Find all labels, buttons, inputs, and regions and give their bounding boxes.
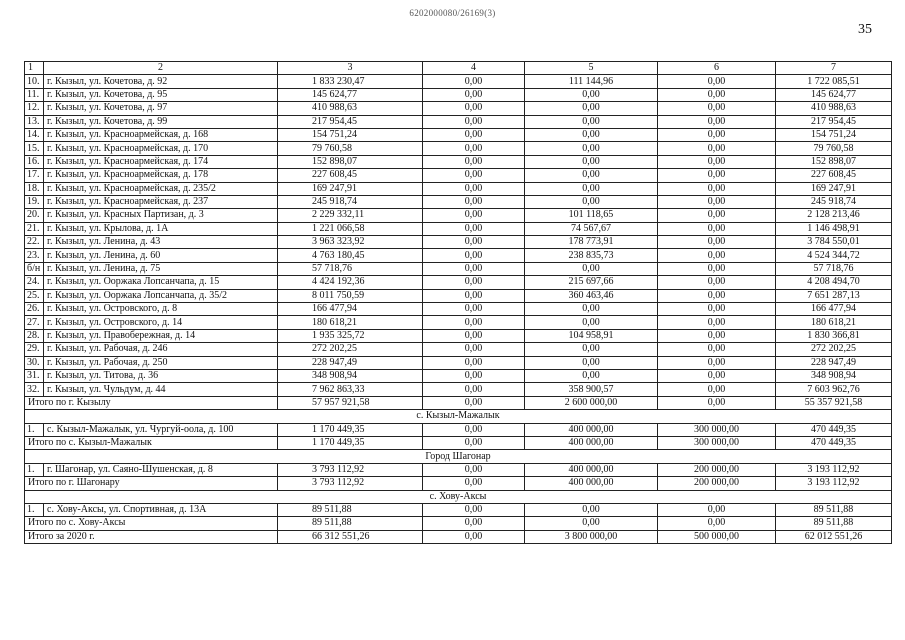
table-cell: 1. [25,463,44,476]
table-cell: 1 221 066,58 [278,222,423,235]
table-cell: 228 947,49 [278,356,423,369]
table-cell: 1 722 085,51 [776,75,892,88]
table-cell: 0,00 [525,169,658,182]
table-cell: 227 608,45 [776,169,892,182]
column-header: 3 [278,62,423,75]
table-row [25,142,892,155]
section-row [25,490,892,503]
table-cell: 0,00 [423,343,525,356]
table-cell: 0,00 [423,115,525,128]
table-cell: 0,00 [423,236,525,249]
table-cell: 7 651 287,13 [776,289,892,302]
table-cell: 0,00 [525,182,658,195]
table-cell: 14. [25,128,44,141]
table-cell: 0,00 [658,503,776,516]
table-cell: 0,00 [658,128,776,141]
table-row [25,155,892,168]
table-cell: г. Кызыл, ул. Правобережная, д. 14 [44,329,278,342]
total-cell: 400 000,00 [525,436,658,449]
table-cell: 0,00 [423,316,525,329]
table-cell: 0,00 [658,222,776,235]
table-cell: 16. [25,155,44,168]
table-cell: 358 900,57 [525,383,658,396]
table-cell: 410 988,63 [776,102,892,115]
table-cell: 0,00 [423,356,525,369]
table-cell: 2 229 332,11 [278,209,423,222]
table-cell: 1. [25,503,44,516]
total-cell: 2 600 000,00 [525,396,658,409]
grand-total-row [25,530,892,543]
table-cell: 0,00 [525,316,658,329]
table-row [25,249,892,262]
table-cell: г. Кызыл, ул. Ооржака Лопсанчапа, д. 15 [44,276,278,289]
table-cell: 215 697,66 [525,276,658,289]
table-row [25,343,892,356]
table-cell: 0,00 [423,276,525,289]
table-cell: г. Кызыл, ул. Кочетова, д. 99 [44,115,278,128]
grand-total-cell: 500 000,00 [658,530,776,543]
table-cell: 18. [25,182,44,195]
table-cell: 21. [25,222,44,235]
total-cell: 0,00 [423,396,525,409]
grand-total-cell: 66 312 551,26 [278,530,423,543]
column-header: 5 [525,62,658,75]
table-cell: 28. [25,329,44,342]
table-cell: 228 947,49 [776,356,892,369]
table-cell: 3 784 550,01 [776,236,892,249]
total-cell: 57 957 921,58 [278,396,423,409]
table-cell: 0,00 [423,329,525,342]
total-cell: 0,00 [658,396,776,409]
table-cell: г. Кызыл, ул. Островского, д. 14 [44,316,278,329]
table-cell: 169 247,91 [278,182,423,195]
table-cell: 245 918,74 [278,195,423,208]
table-row [25,289,892,302]
table-cell: с. Кызыл-Мажалык, ул. Чургуй-оола, д. 100 [44,423,278,436]
table-cell: 0,00 [525,115,658,128]
table-cell: 25. [25,289,44,302]
table-cell: 1 170 449,35 [278,423,423,436]
table-cell: 0,00 [423,222,525,235]
table-cell: 0,00 [658,356,776,369]
table-cell: 3 963 323,92 [278,236,423,249]
table-cell: 0,00 [423,195,525,208]
table-cell: 101 118,65 [525,209,658,222]
table-cell: г. Кызыл, ул. Красноармейская, д. 168 [44,128,278,141]
table-row [25,276,892,289]
total-cell: 0,00 [423,436,525,449]
total-cell: 1 170 449,35 [278,436,423,449]
table-cell: г. Кызыл, ул. Красноармейская, д. 235/2 [44,182,278,195]
table-cell: 13. [25,115,44,128]
table-cell: 8 011 750,59 [278,289,423,302]
table-cell: 57 718,76 [278,262,423,275]
table-cell: 0,00 [423,423,525,436]
table-cell: 0,00 [658,262,776,275]
table-cell: 0,00 [423,155,525,168]
table-cell: 180 618,21 [776,316,892,329]
table-cell: 11. [25,88,44,101]
table-cell: 0,00 [525,142,658,155]
table-cell: 26. [25,303,44,316]
table-cell: 74 567,67 [525,222,658,235]
table-cell: 2 128 213,46 [776,209,892,222]
total-cell: 470 449,35 [776,436,892,449]
table-cell: г. Кызыл, ул. Красноармейская, д. 178 [44,169,278,182]
table-cell: 178 773,91 [525,236,658,249]
table-cell: г. Кызыл, ул. Красноармейская, д. 237 [44,195,278,208]
total-row [25,477,892,490]
table-cell: 4 424 192,36 [278,276,423,289]
table-row [25,182,892,195]
table-row [25,316,892,329]
table-row [25,169,892,182]
table-cell: 152 898,07 [776,155,892,168]
table-cell: 0,00 [658,88,776,101]
table-cell: 0,00 [423,369,525,382]
table-cell: г. Кызыл, ул. Красных Партизан, д. 3 [44,209,278,222]
table-cell: 238 835,73 [525,249,658,262]
total-label: Итого по г. Шагонару [25,477,278,490]
table-cell: 0,00 [423,289,525,302]
table-cell: 0,00 [423,102,525,115]
table-cell: 0,00 [658,289,776,302]
table-cell: 0,00 [525,195,658,208]
table-cell: 272 202,25 [278,343,423,356]
table-cell: 111 144,96 [525,75,658,88]
table-cell: г. Кызыл, ул. Рабочая, д. 250 [44,356,278,369]
total-cell: 0,00 [658,517,776,530]
table-row [25,102,892,115]
table-cell: 0,00 [423,262,525,275]
table-cell: г. Кызыл, ул. Кочетова, д. 97 [44,102,278,115]
table-row [25,356,892,369]
table-cell: г. Кызыл, ул. Красноармейская, д. 174 [44,155,278,168]
table-cell: 0,00 [525,369,658,382]
total-cell: 0,00 [423,517,525,530]
table-cell: 23. [25,249,44,262]
table-cell: 0,00 [525,303,658,316]
total-cell: 3 793 112,92 [278,477,423,490]
table-cell: 22. [25,236,44,249]
table-cell: 410 988,63 [278,102,423,115]
table-cell: 0,00 [423,88,525,101]
table-cell: 4 524 344,72 [776,249,892,262]
table-cell: 89 511,88 [278,503,423,516]
table-cell: 0,00 [525,128,658,141]
table-cell: 1. [25,423,44,436]
table-cell: 180 618,21 [278,316,423,329]
table-cell: 3 793 112,92 [278,463,423,476]
page-number: 35 [858,22,872,37]
section-title: Город Шагонар [25,450,892,463]
table-cell: 31. [25,369,44,382]
table-cell: 360 463,46 [525,289,658,302]
table-cell: 57 718,76 [776,262,892,275]
section-title: с. Кызыл-Мажалык [25,410,892,423]
table-cell: 0,00 [525,503,658,516]
table-cell: 17. [25,169,44,182]
table-cell: г. Кызыл, ул. Кочетова, д. 92 [44,75,278,88]
table-cell: 30. [25,356,44,369]
table-cell: 400 000,00 [525,423,658,436]
table-cell: 272 202,25 [776,343,892,356]
table-cell: 0,00 [658,209,776,222]
table-cell: 104 958,91 [525,329,658,342]
table-row [25,88,892,101]
table-cell: 1 935 325,72 [278,329,423,342]
column-header: 2 [44,62,278,75]
total-cell: 0,00 [525,517,658,530]
table-row [25,329,892,342]
table-row [25,209,892,222]
total-row [25,396,892,409]
table-cell: 0,00 [658,276,776,289]
section-title: с. Хову-Аксы [25,490,892,503]
table-cell: 0,00 [423,75,525,88]
table-cell: 0,00 [525,102,658,115]
total-row [25,517,892,530]
column-header: 1 [25,62,44,75]
column-header: 4 [423,62,525,75]
table-cell: 166 477,94 [278,303,423,316]
table-cell: 470 449,35 [776,423,892,436]
table-cell: 0,00 [423,503,525,516]
grand-total-label: Итого за 2020 г. [25,530,278,543]
table-row [25,303,892,316]
total-cell: 55 357 921,58 [776,396,892,409]
table-cell: 79 760,58 [776,142,892,155]
grand-total-cell: 62 012 551,26 [776,530,892,543]
table-cell: 145 624,77 [776,88,892,101]
table-cell: 0,00 [525,356,658,369]
table-cell: 0,00 [658,383,776,396]
document-id: 6202000080/26169(3) [409,8,496,18]
grand-total-cell: 3 800 000,00 [525,530,658,543]
table-cell: г. Кызыл, ул. Островского, д. 8 [44,303,278,316]
total-label: Итого по г. Кызылу [25,396,278,409]
table-cell: 0,00 [423,169,525,182]
table-cell: 0,00 [658,343,776,356]
table-row [25,423,892,436]
table-cell: 27. [25,316,44,329]
table-cell: 79 760,58 [278,142,423,155]
table-cell: 200 000,00 [658,463,776,476]
table-cell: 0,00 [525,343,658,356]
table-cell: г. Кызыл, ул. Титова, д. 36 [44,369,278,382]
table-cell: 0,00 [658,236,776,249]
table-cell: г. Кызыл, ул. Рабочая, д. 246 [44,343,278,356]
table-cell: 0,00 [423,463,525,476]
table-cell: 348 908,94 [278,369,423,382]
table-cell: 1 146 498,91 [776,222,892,235]
table-row [25,383,892,396]
budget-table [24,61,892,544]
table-cell: 24. [25,276,44,289]
table-row [25,262,892,275]
table-cell: 0,00 [525,88,658,101]
table-cell: 152 898,07 [278,155,423,168]
table-cell: г. Кызыл, ул. Ленина, д. 43 [44,236,278,249]
table-cell: 217 954,45 [278,115,423,128]
table-cell: 0,00 [658,102,776,115]
table-cell: 145 624,77 [278,88,423,101]
table-cell: г. Кызыл, ул. Крылова, д. 1А [44,222,278,235]
table-cell: 0,00 [658,195,776,208]
table-row [25,369,892,382]
table-cell: 0,00 [658,142,776,155]
table-cell: 0,00 [658,329,776,342]
table-cell: 300 000,00 [658,423,776,436]
table-row [25,75,892,88]
table-cell: 0,00 [658,115,776,128]
table-cell: 166 477,94 [776,303,892,316]
table-body [25,62,892,544]
total-cell: 89 511,88 [278,517,423,530]
table-cell: 0,00 [658,249,776,262]
table-cell: 32. [25,383,44,396]
table-cell: 0,00 [423,128,525,141]
table-cell: г. Кызыл, ул. Чульдум, д. 44 [44,383,278,396]
table-cell: 0,00 [423,249,525,262]
table-row [25,128,892,141]
table-cell: г. Кызыл, ул. Кочетова, д. 95 [44,88,278,101]
table-cell: 7 603 962,76 [776,383,892,396]
table-cell: 348 908,94 [776,369,892,382]
total-cell: 3 193 112,92 [776,477,892,490]
table-cell: г. Кызыл, ул. Ооржака Лопсанчапа, д. 35/2 [44,289,278,302]
table-row [25,115,892,128]
table-cell: 0,00 [658,316,776,329]
table-cell: 7 962 863,33 [278,383,423,396]
table-cell: с. Хову-Аксы, ул. Спортивная, д. 13А [44,503,278,516]
table-cell: 0,00 [423,383,525,396]
total-label: Итого по с. Кызыл-Мажалык [25,436,278,449]
table-cell: 169 247,91 [776,182,892,195]
table-cell: 0,00 [525,262,658,275]
total-row [25,436,892,449]
table-row [25,195,892,208]
table-cell: 4 763 180,45 [278,249,423,262]
table-cell: 15. [25,142,44,155]
table-cell: 0,00 [423,209,525,222]
table-cell: 154 751,24 [776,128,892,141]
grand-total-cell: 0,00 [423,530,525,543]
table-cell: 19. [25,195,44,208]
total-label: Итого по с. Хову-Аксы [25,517,278,530]
total-cell: 200 000,00 [658,477,776,490]
table-cell: 29. [25,343,44,356]
table-cell: 217 954,45 [776,115,892,128]
total-cell: 400 000,00 [525,477,658,490]
table-row [25,222,892,235]
table-cell: 227 608,45 [278,169,423,182]
table-cell: 89 511,88 [776,503,892,516]
column-header: 7 [776,62,892,75]
table-cell: 0,00 [423,142,525,155]
table-cell: 245 918,74 [776,195,892,208]
table-cell: 0,00 [658,155,776,168]
table-cell: 154 751,24 [278,128,423,141]
table-row [25,463,892,476]
table-cell: 0,00 [658,182,776,195]
total-cell: 300 000,00 [658,436,776,449]
total-cell: 0,00 [423,477,525,490]
column-header: 6 [658,62,776,75]
column-header-row [25,62,892,75]
table-cell: 400 000,00 [525,463,658,476]
table-cell: 20. [25,209,44,222]
table-cell: г. Шагонар, ул. Саяно-Шушенская, д. 8 [44,463,278,476]
table-cell: г. Кызыл, ул. Ленина, д. 75 [44,262,278,275]
table-cell: б/н [25,262,44,275]
table-cell: г. Кызыл, ул. Ленина, д. 60 [44,249,278,262]
section-row [25,450,892,463]
table-cell: г. Кызыл, ул. Красноармейская, д. 170 [44,142,278,155]
table-cell: 0,00 [423,182,525,195]
table-cell: 0,00 [658,75,776,88]
table-row [25,236,892,249]
table-cell: 1 833 230,47 [278,75,423,88]
table-cell: 0,00 [658,169,776,182]
table-row [25,503,892,516]
table-cell: 10. [25,75,44,88]
table-cell: 4 208 494,70 [776,276,892,289]
section-row [25,410,892,423]
table-cell: 12. [25,102,44,115]
total-cell: 89 511,88 [776,517,892,530]
table-cell: 3 193 112,92 [776,463,892,476]
table-cell: 1 830 366,81 [776,329,892,342]
table-cell: 0,00 [658,369,776,382]
table-cell: 0,00 [658,303,776,316]
table-cell: 0,00 [525,155,658,168]
table-cell: 0,00 [423,303,525,316]
